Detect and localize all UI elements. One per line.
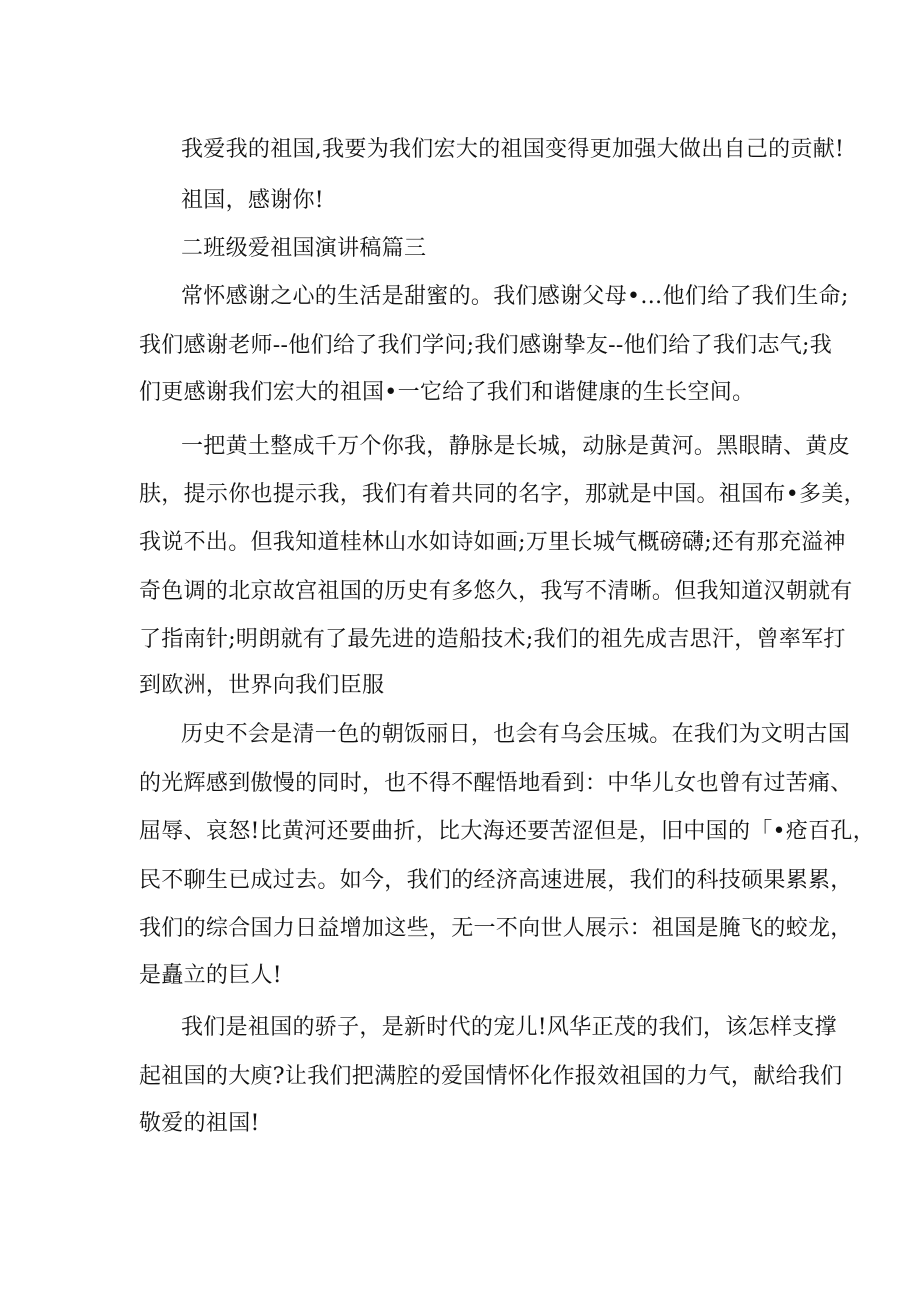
text-line-11: 了指南针;明朗就有了最先进的造船技术;我们的祖先成吉思汗，曾率军打 [139, 627, 846, 652]
text-line-6: 们更感谢我们宏大的祖国•一它给了我们和谐健康的生长空间。 [139, 380, 755, 405]
text-line-1: 我爱我的祖国,我要为我们宏大的祖国变得更加强大做出自己的贡献! [181, 137, 845, 162]
text-line-7: 一把黄土整成千万个你我，静脉是长城，动脉是黄河。黑眼睛、黄皮 [181, 434, 851, 459]
text-line-2: 祖国，感谢你! [181, 188, 324, 213]
text-line-15: 屈辱、哀怒!比黄河还要曲折，比大海还要苦涩但是，旧中国的「•疮百孔， [139, 819, 876, 844]
text-line-10: 奇色调的北京故宫祖国的历史有多悠久，我写不清晰。但我知道汉朝就有 [139, 579, 853, 604]
text-line-14: 的光辉感到傲慢的同时，也不得不醒悟地看到：中华儿女也曾有过苦痛、 [139, 771, 853, 796]
text-line-21: 敬爱的祖国! [139, 1111, 260, 1136]
text-line-12: 到欧洲，世界向我们臣服 [139, 673, 385, 698]
text-line-5: 我们感谢老师--他们给了我们学问;我们感谢挚友--他们给了我们志气;我 [139, 333, 833, 358]
text-line-4: 常怀感谢之心的生活是甜蜜的。我们感谢父母•…他们给了我们生命; [181, 284, 849, 309]
text-line-19: 我们是祖国的骄子，是新时代的宠儿!风华正茂的我们，该怎样支撑 [181, 1015, 837, 1040]
text-line-20: 起祖国的大庾?让我们把满腔的爱国情怀化作报效祖国的力气，献给我们 [139, 1064, 843, 1089]
section-heading: 二班级爱祖国演讲稿篇三 [181, 236, 427, 261]
text-line-13: 历史不会是清一色的朝饭丽日，也会有乌会压城。在我们为文明古国 [181, 722, 851, 747]
text-line-17: 我们的综合国力日益增加这些，无一不向世人展示：祖国是腌飞的蛟龙， [139, 916, 853, 941]
text-line-9: 我说不出。但我知道桂林山水如诗如画;万里长城气概磅礴;还有那充溢神 [139, 530, 846, 555]
text-line-8: 肤，提示你也提示我，我们有着共同的名字，那就是中国。祖国布•多美， [139, 482, 866, 507]
text-line-16: 民不聊生已成过去。如今，我们的经济高速进展，我们的科技硕果累累， [139, 868, 853, 893]
text-line-18: 是矗立的巨人! [139, 963, 282, 988]
